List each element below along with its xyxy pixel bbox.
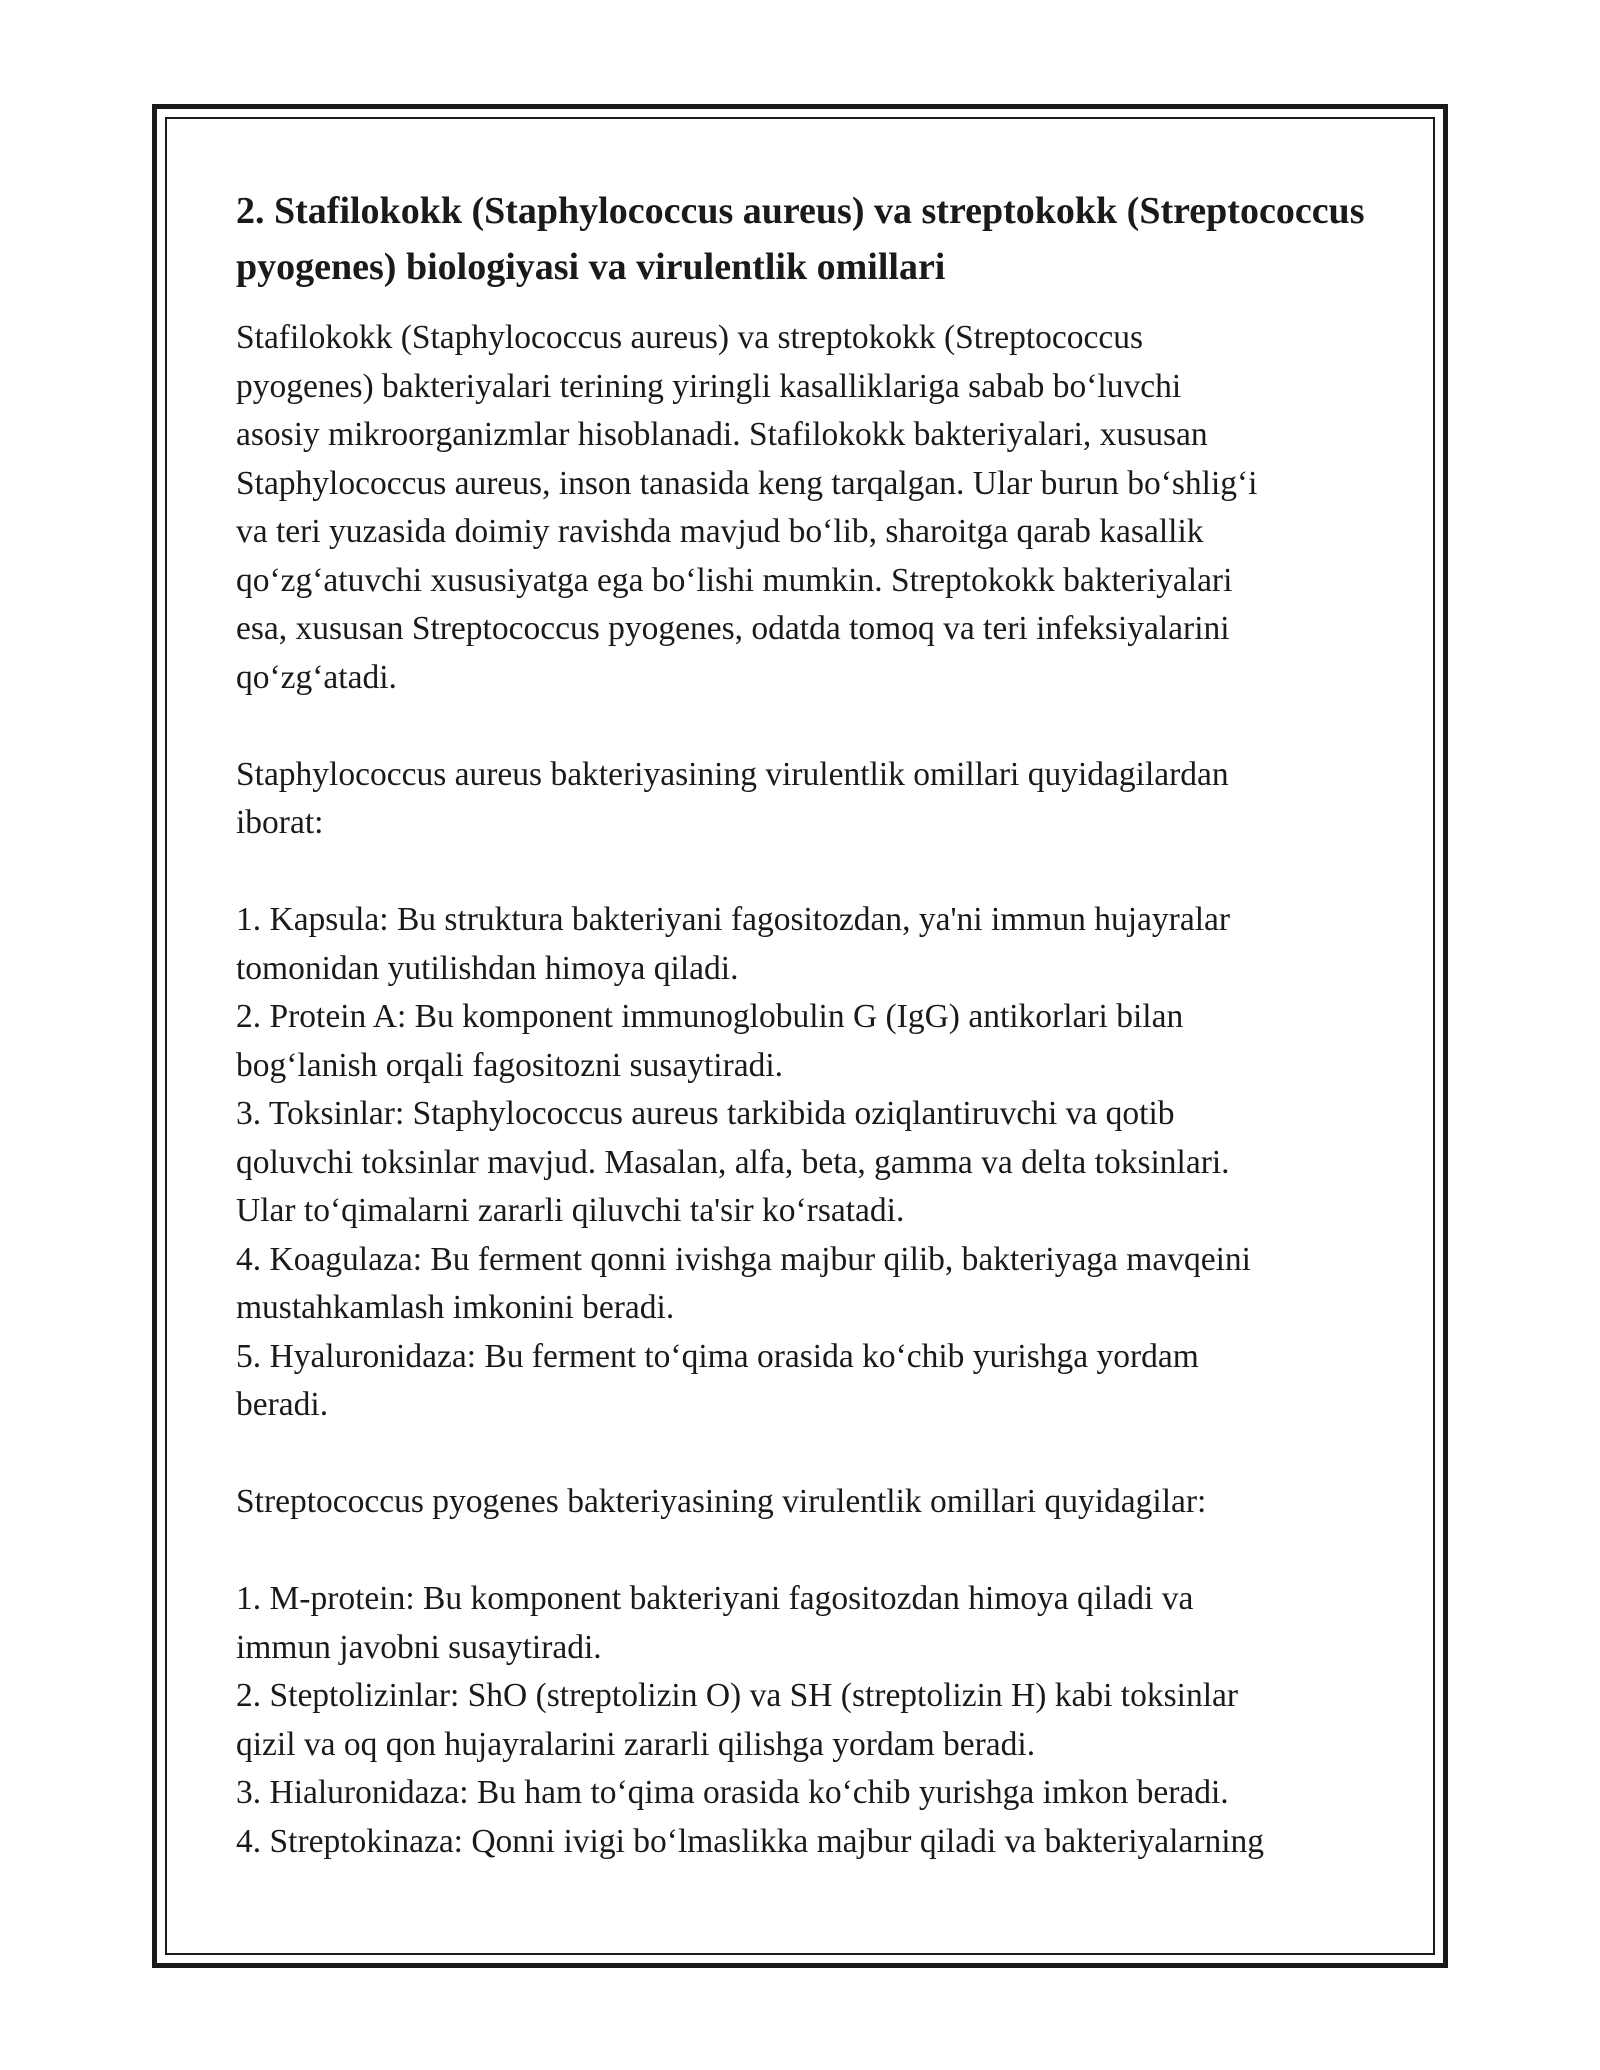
paragraph-spacer — [236, 1430, 1366, 1479]
list-item: 4. Koagulaza: Bu ferment qonni ivishga majbur qilib, bakteriyaga mavqeini mustahkamlash imkonini beradi. — [236, 1240, 1251, 1326]
paragraph-spacer — [236, 702, 1366, 751]
intro-paragraph: Stafilokokk (Staphylococcus aureus) va streptokokk (Streptococcus pyogenes) bakteriyalari terining yiringli kasalliklariga sabab bo‘luvchi asosiy mikroorganizmlar hisoblanadi. Stafilokokk bakteriyalari, xususan Staphylococcus aureus, inson tanasida keng tarqalgan. Ular burun bo‘shlig‘i va teri yuzasida doimiy ravishda mavjud bo‘lib, sharoitga qarab kasallik qo‘zg‘atuvchi xususiyatga ega bo‘lishi mumkin. Streptokokk bakteriyalari esa, xususan Streptococcus pyogenes, odatda tomoq va teri infeksiyalarini qo‘zg‘atadi. — [236, 319, 1258, 696]
staph-factors-list — [236, 896, 1366, 1430]
strep-factors-list — [236, 1575, 1366, 1866]
strep-factors-lead: Streptococcus pyogenes bakteriyasining virulentlik omillari quyidagilar: — [236, 1483, 1207, 1520]
list-item: 3. Hialuronidaza: Bu ham to‘qima orasida ko‘chib yurishga imkon beradi. — [236, 1774, 1229, 1811]
list-item: 2. Protein A: Bu komponent immunoglobulin G (IgG) antikorlari bilan bog‘lanish orqali fagositozni susaytiradi. — [236, 998, 1184, 1084]
list-item: 4. Streptokinaza: Qonni ivigi bo‘lmaslikka majbur qiladi va bakteriyalarning — [236, 1822, 1265, 1860]
list-item: 2. Steptolizinlar: ShO (streptolizin O) va SH (streptolizin H) kabi toksinlar qizil va oq qon hujayralarini zararli qilishga yordam beradi. — [236, 1677, 1239, 1763]
list-item: 3. Toksinlar: Staphylococcus aureus tarkibida oziqlantiruvchi va qotib qoluvchi toksinlar mavjud. Masalan, alfa, beta, gamma va delta toksinlari. Ular to‘qimalarni zararli qiluvchi ta'sir ko‘rsatadi. — [236, 1095, 1230, 1229]
paragraph-spacer — [236, 848, 1366, 897]
staph-factors-lead: Staphylococcus aureus bakteriyasining virulentlik omillari quyidagilardan iborat: — [236, 755, 1229, 841]
document-body — [236, 183, 1366, 1866]
paragraph-spacer — [236, 1527, 1366, 1576]
section-heading: 2. Stafilokokk (Staphylococcus aureus) va streptokokk (Streptococcus pyogenes) biologiyasi va virulentlik omillari — [236, 190, 1365, 288]
list-item: 1. M-protein: Bu komponent bakteriyani fagositozdan himoya qiladi va immun javobni susaytiradi. — [236, 1580, 1194, 1666]
list-item: 1. Kapsula: Bu struktura bakteriyani fagositozdan, ya'ni immun hujayralar tomonidan yutilishdan himoya qiladi. — [236, 901, 1231, 987]
list-item: 5. Hyaluronidaza: Bu ferment to‘qima orasida ko‘chib yurishga yordam beradi. — [236, 1337, 1199, 1423]
